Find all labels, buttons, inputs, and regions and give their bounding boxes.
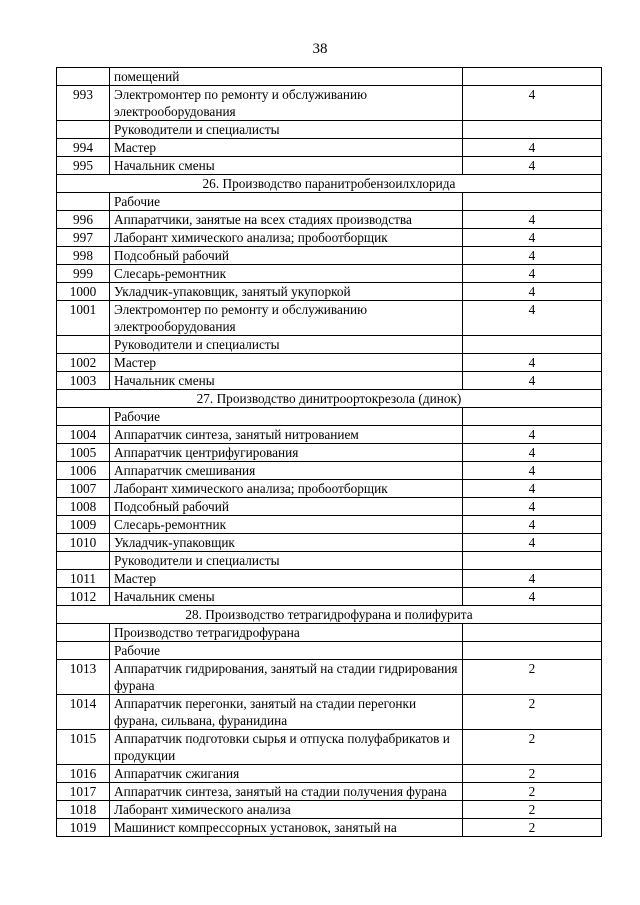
table-row xyxy=(57,695,602,730)
row-number: 1014 xyxy=(57,695,110,730)
profession-name: Начальник смены xyxy=(110,157,463,175)
row-value: 4 xyxy=(463,372,602,390)
table-row xyxy=(57,819,602,837)
table-row xyxy=(57,372,602,390)
table-row xyxy=(57,730,602,765)
row-value: 4 xyxy=(463,426,602,444)
row-value: 4 xyxy=(463,534,602,552)
profession-name: Аппаратчик гидрирования, занятый на стадии гидрирования фурана xyxy=(110,660,463,695)
profession-name: Слесарь-ремонтник xyxy=(110,516,463,534)
profession-name: Производство тетрагидрофурана xyxy=(110,624,463,642)
row-value: 2 xyxy=(463,819,602,837)
profession-name: Электромонтер по ремонту и обслуживанию электрооборудования xyxy=(110,86,463,121)
table-row xyxy=(57,498,602,516)
section-title: 26. Производство паранитробензоилхлорида xyxy=(57,175,602,193)
row-number: 1009 xyxy=(57,516,110,534)
table-row xyxy=(57,783,602,801)
section-header-row xyxy=(57,606,602,624)
profession-name: Укладчик-упаковщик xyxy=(110,534,463,552)
table-row xyxy=(57,588,602,606)
table-row xyxy=(57,660,602,695)
table-row xyxy=(57,426,602,444)
row-value: 4 xyxy=(463,283,602,301)
table-row xyxy=(57,265,602,283)
table-row xyxy=(57,444,602,462)
profession-name: Начальник смены xyxy=(110,372,463,390)
profession-name: Аппаратчик синтеза, занятый нитрованием xyxy=(110,426,463,444)
profession-name: Начальник смены xyxy=(110,588,463,606)
row-number xyxy=(57,624,110,642)
row-value: 4 xyxy=(463,265,602,283)
row-value: 2 xyxy=(463,801,602,819)
row-number: 1000 xyxy=(57,283,110,301)
row-value: 4 xyxy=(463,229,602,247)
profession-name: Слесарь-ремонтник xyxy=(110,265,463,283)
page-number: 38 xyxy=(312,41,328,57)
table-row xyxy=(57,247,602,265)
profession-name: Рабочие xyxy=(110,193,463,211)
profession-name: Рабочие xyxy=(110,642,463,660)
row-number: 1002 xyxy=(57,354,110,372)
table-row xyxy=(57,552,602,570)
row-number: 994 xyxy=(57,139,110,157)
table-row xyxy=(57,68,602,86)
table-row xyxy=(57,765,602,783)
row-value: 2 xyxy=(463,730,602,765)
table-row xyxy=(57,624,602,642)
row-number: 997 xyxy=(57,229,110,247)
profession-name: Лаборант химического анализа; пробоотборщик xyxy=(110,480,463,498)
profession-name: Руководители и специалисты xyxy=(110,121,463,139)
profession-name: Аппаратчик центрифугирования xyxy=(110,444,463,462)
profession-name: Лаборант химического анализа; пробоотборщик xyxy=(110,229,463,247)
row-value: 4 xyxy=(463,462,602,480)
row-value: 4 xyxy=(463,139,602,157)
row-number xyxy=(57,336,110,354)
table-row xyxy=(57,480,602,498)
row-number: 995 xyxy=(57,157,110,175)
row-number: 998 xyxy=(57,247,110,265)
row-number xyxy=(57,642,110,660)
hazard-professions-table xyxy=(56,67,602,837)
profession-name: Аппаратчик сжигания xyxy=(110,765,463,783)
table-row xyxy=(57,157,602,175)
row-value: 4 xyxy=(463,86,602,121)
table-row xyxy=(57,301,602,336)
row-number: 1001 xyxy=(57,301,110,336)
row-number: 1010 xyxy=(57,534,110,552)
row-number xyxy=(57,193,110,211)
profession-name: Руководители и специалисты xyxy=(110,336,463,354)
row-number: 1018 xyxy=(57,801,110,819)
row-value: 4 xyxy=(463,588,602,606)
section-title: 27. Производство динитроортокрезола (динок) xyxy=(57,390,602,408)
table-row xyxy=(57,211,602,229)
profession-name: Аппаратчик перегонки, занятый на стадии перегонки фурана, сильвана, фуранидина xyxy=(110,695,463,730)
table-row xyxy=(57,229,602,247)
row-value: 2 xyxy=(463,660,602,695)
section-header-row xyxy=(57,390,602,408)
row-value xyxy=(463,408,602,426)
row-number xyxy=(57,552,110,570)
row-value: 4 xyxy=(463,570,602,588)
profession-name: Мастер xyxy=(110,354,463,372)
row-number: 1006 xyxy=(57,462,110,480)
row-number: 1012 xyxy=(57,588,110,606)
row-number: 1016 xyxy=(57,765,110,783)
row-number xyxy=(57,121,110,139)
profession-name: Аппаратчик синтеза, занятый на стадии получения фурана xyxy=(110,783,463,801)
row-number: 1015 xyxy=(57,730,110,765)
row-value: 2 xyxy=(463,783,602,801)
profession-name: Подсобный рабочий xyxy=(110,247,463,265)
row-number: 1013 xyxy=(57,660,110,695)
row-number: 1005 xyxy=(57,444,110,462)
table-row xyxy=(57,354,602,372)
row-value xyxy=(463,624,602,642)
table-row xyxy=(57,516,602,534)
row-value: 4 xyxy=(463,247,602,265)
row-value: 2 xyxy=(463,765,602,783)
row-value: 4 xyxy=(463,444,602,462)
table-row xyxy=(57,642,602,660)
row-value: 4 xyxy=(463,157,602,175)
profession-name: Рабочие xyxy=(110,408,463,426)
row-value: 4 xyxy=(463,498,602,516)
table-row xyxy=(57,139,602,157)
section-header-row xyxy=(57,175,602,193)
row-number: 1019 xyxy=(57,819,110,837)
table-row xyxy=(57,570,602,588)
row-number: 1003 xyxy=(57,372,110,390)
row-number: 993 xyxy=(57,86,110,121)
profession-name: помещений xyxy=(110,68,463,86)
profession-name: Лаборант химического анализа xyxy=(110,801,463,819)
table-row xyxy=(57,283,602,301)
table-row xyxy=(57,193,602,211)
row-value xyxy=(463,68,602,86)
row-value: 2 xyxy=(463,695,602,730)
row-value: 4 xyxy=(463,354,602,372)
profession-name: Руководители и специалисты xyxy=(110,552,463,570)
profession-name: Аппаратчик подготовки сырья и отпуска полуфабрикатов и продукции xyxy=(110,730,463,765)
row-number: 1008 xyxy=(57,498,110,516)
table-row xyxy=(57,801,602,819)
row-value xyxy=(463,642,602,660)
row-value xyxy=(463,193,602,211)
row-number: 1007 xyxy=(57,480,110,498)
row-value xyxy=(463,336,602,354)
row-number: 1004 xyxy=(57,426,110,444)
row-number: 996 xyxy=(57,211,110,229)
profession-name: Аппаратчики, занятые на всех стадиях производства xyxy=(110,211,463,229)
row-value xyxy=(463,552,602,570)
profession-name: Мастер xyxy=(110,570,463,588)
profession-name: Подсобный рабочий xyxy=(110,498,463,516)
table-row xyxy=(57,86,602,121)
profession-name: Аппаратчик смешивания xyxy=(110,462,463,480)
row-value: 4 xyxy=(463,301,602,336)
row-value: 4 xyxy=(463,480,602,498)
table-row xyxy=(57,534,602,552)
profession-name: Укладчик-упаковщик, занятый укупоркой xyxy=(110,283,463,301)
table-body xyxy=(57,68,602,837)
table-row xyxy=(57,336,602,354)
row-number: 999 xyxy=(57,265,110,283)
row-number xyxy=(57,408,110,426)
profession-name: Машинист компрессорных установок, занятый на xyxy=(110,819,463,837)
row-value: 4 xyxy=(463,211,602,229)
row-number xyxy=(57,68,110,86)
table-row xyxy=(57,408,602,426)
profession-name: Мастер xyxy=(110,139,463,157)
row-number: 1011 xyxy=(57,570,110,588)
table-row xyxy=(57,121,602,139)
row-value xyxy=(463,121,602,139)
table-row xyxy=(57,462,602,480)
profession-name: Электромонтер по ремонту и обслуживанию электрооборудования xyxy=(110,301,463,336)
row-number: 1017 xyxy=(57,783,110,801)
row-value: 4 xyxy=(463,516,602,534)
section-title: 28. Производство тетрагидрофурана и полифурита xyxy=(57,606,602,624)
